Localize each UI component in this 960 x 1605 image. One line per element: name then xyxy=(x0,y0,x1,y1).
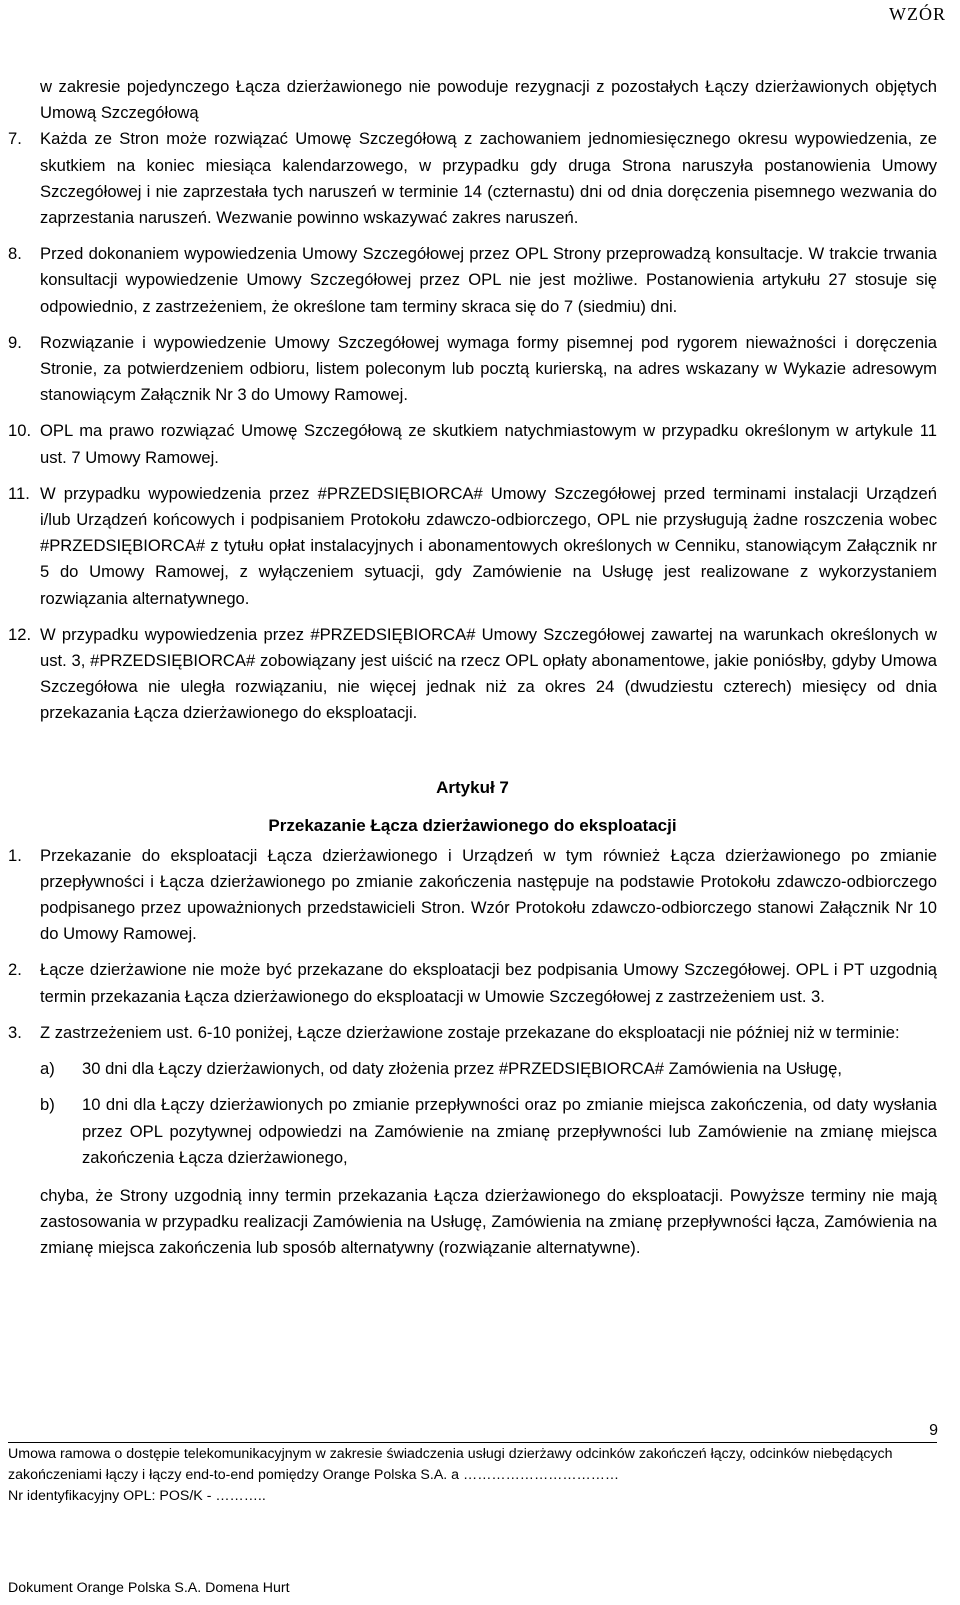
article-item-2 xyxy=(8,957,937,1009)
footer xyxy=(8,1442,937,1507)
item-text: OPL ma prawo rozwiązać Umowę Szczegółową ze skutkiem natychmiastowym w przypadku określonym w artykule 11 ust. 7 Umowy Ramowej. xyxy=(40,421,937,467)
item-number: 1. xyxy=(8,845,22,865)
article-item-1 xyxy=(8,843,937,948)
document-content xyxy=(8,74,937,1262)
article-number: Artykuł 7 xyxy=(436,777,509,797)
item-number: 7. xyxy=(8,129,22,149)
intro-paragraph: w zakresie pojedynczego Łącza dzierżawionego nie powoduje rezygnacji z pozostałych Łączy dzierżawionych objętych Umową Szczegółową xyxy=(40,77,937,123)
footer-document-owner: Dokument Orange Polska S.A. Domena Hurt xyxy=(8,1580,290,1596)
item-number: 11. xyxy=(8,483,30,503)
item-text: Z zastrzeżeniem ust. 6-10 poniżej, Łącze dzierżawione zostaje przekazane do eksploatacji nie później niż w terminie: xyxy=(40,1022,900,1042)
footer-agreement-title: Umowa ramowa o dostępie telekomunikacyjnym w zakresie świadczenia usługi dzierżawy odcinków zakończeń łączy, odcinków niebędących zakończeniami łączy i łączy end-to-end pomiędzy Orange Polska S.A. a …………………………… xyxy=(8,1446,893,1483)
list-item-11 xyxy=(8,481,937,612)
closing-paragraph: chyba, że Strony uzgodnią inny termin przekazania Łącza dzierżawionego do eksploatacji. Powyższe terminy nie mają zastosowania w przypadku realizacji Zamówienia na Usługę, Zamówienia na zmianę przepływności łącza, Zamówienia na zmianę miejsca zakończenia lub sposób alternatywny (rozwiązanie alternatywne). xyxy=(40,1185,937,1258)
list-item-9 xyxy=(8,330,937,409)
item-text: Przed dokonaniem wypowiedzenia Umowy Szczegółowej przez OPL Strony przeprowadzą konsultacje. W trakcie trwania konsultacji wypowiedzenie Umowy Szczegółowej przez OPL nie jest możliwe. Postanowienia artykułu 27 stosuje się odpowiednio, z zastrzeżeniem, że określone tam terminy skraca się do 7 (siedmiu) dni. xyxy=(40,244,937,316)
sub-item-b xyxy=(40,1092,937,1171)
list-item-12 xyxy=(8,622,937,727)
item-text: W przypadku wypowiedzenia przez #PRZEDSIĘBIORCA# Umowy Szczegółowej zawartej na warunkach określonych w ust. 3, #PRZEDSIĘBIORCA# zobowiązany jest uiścić na rzecz OPL opłaty abonamentowe, jakie poniósłby, gdyby Umowa Szczegółowa nie uległa rozwiązaniu, nie więcej jednak niż za okres 24 (dwudziestu czterech) miesięcy od dnia przekazania Łącza dzierżawionego do eksploatacji. xyxy=(40,624,937,723)
item-text: W przypadku wypowiedzenia przez #PRZEDSIĘBIORCA# Umowy Szczegółowej przed terminami instalacji Urządzeń i/lub Urządzeń końcowych i podpisaniem Protokołu zdawczo-odbiorczego, OPL nie przysługują żadne roszczenia wobec #PRZEDSIĘBIORCA# z tytułu opłat instalacyjnych i abonamentowych określonych w Cenniku, stanowiącym Załącznik nr 5 do Umowy Ramowej, z wyłączeniem sytuacji, gdy Zamówienie na Usługę jest realizowane z wykorzystaniem rozwiązania alternatywnego. xyxy=(40,483,937,608)
item-number: 9. xyxy=(8,332,22,352)
item-number: 12. xyxy=(8,624,32,644)
list-item-8 xyxy=(8,241,937,320)
sub-item-text: 10 dni dla Łączy dzierżawionych po zmianie przepływności oraz po zmianie miejsca zakończenia, od daty wysłania przez OPL pozytywnej odpowiedzi na Zamówienie na zmianę przepływności lub Zamówienie na zmianę miejsca zakończenia Łącza dzierżawionego, xyxy=(82,1095,937,1167)
sub-item-letter: b) xyxy=(40,1095,55,1115)
sub-item-letter: a) xyxy=(40,1059,55,1079)
item-text: Przekazanie do eksploatacji Łącza dzierżawionego i Urządzeń w tym również Łącza dzierżawionego po zmianie przepływności i Łącza dzierżawionego po zmianie zakończenia następuje na podstawie Protokołu zdawczo-odbiorczego podpisanego przez upoważnionych przedstawicieli Stron. Wzór Protokołu zdawczo-odbiorczego stanowi Załącznik Nr 10 do Umowy Ramowej. xyxy=(40,845,937,944)
footer-identifier: Nr identyfikacyjny OPL: POS/K - ……….. xyxy=(8,1488,266,1504)
list-item-10 xyxy=(8,418,937,470)
template-watermark: WZÓR xyxy=(889,4,946,24)
list-item-7 xyxy=(8,126,937,231)
page-number: 9 xyxy=(929,1422,938,1439)
item-text: Łącze dzierżawione nie może być przekazane do eksploatacji bez podpisania Umowy Szczegółowej. OPL i PT uzgodnią termin przekazania Łącza dzierżawionego do eksploatacji w Umowie Szczegółowej z zastrzeżeniem ust. 3. xyxy=(40,960,937,1006)
item-text: Rozwiązanie i wypowiedzenie Umowy Szczegółowej wymaga formy pisemnej pod rygorem nieważności i doręczenia Stronie, za potwierdzeniem odbioru, listem poleconym lub pocztą kurierską, na adres wskazany w Wykazie adresowym stanowiącym Załącznik Nr 3 do Umowy Ramowej. xyxy=(40,332,937,405)
sub-item-text: 30 dni dla Łączy dzierżawionych, od daty złożenia przez #PRZEDSIĘBIORCA# Zamówienia na Usługę, xyxy=(82,1059,842,1079)
sub-item-a xyxy=(40,1056,937,1082)
article-title: Przekazanie Łącza dzierżawionego do eksploatacji xyxy=(268,815,677,835)
item-number: 3. xyxy=(8,1022,22,1042)
article-item-3 xyxy=(8,1020,937,1046)
item-number: 2. xyxy=(8,960,22,980)
item-text: Każda ze Stron może rozwiązać Umowę Szczegółową z zachowaniem jednomiesięcznego okresu wypowiedzenia, ze skutkiem na koniec miesiąca kalendarzowego, w przypadku gdy druga Strona naruszyła postanowienia Umowy Szczegółowej i nie zaprzestała tych naruszeń w terminie 14 (czternastu) dni od dnia doręczenia pisemnego wezwania do zaprzestania naruszeń. Wezwanie powinno wskazywać zakres naruszeń. xyxy=(40,129,937,228)
item-number: 8. xyxy=(8,244,22,264)
item-number: 10. xyxy=(8,421,32,441)
